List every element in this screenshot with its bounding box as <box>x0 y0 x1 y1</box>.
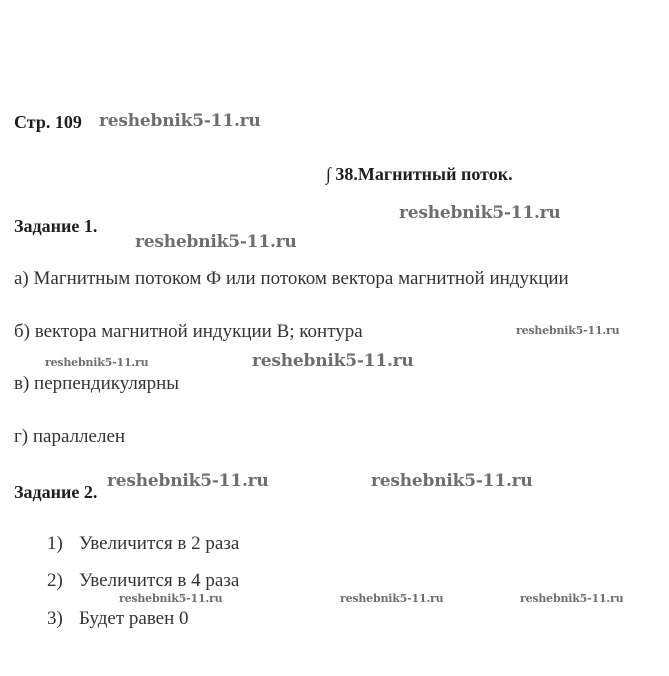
watermark-header: reshebnik5-11.ru <box>99 111 261 131</box>
watermark-task1-below: reshebnik5-11.ru <box>135 232 297 252</box>
task1-answer-d: г) параллелен <box>14 426 126 447</box>
task2-item-1-text: Увеличится в 2 раза <box>79 533 240 554</box>
task1-answer-c: в) перпендикулярны <box>14 373 180 394</box>
task2-item-3-number: 3) <box>47 608 63 629</box>
section-title: ∫ 38.Магнитный поток. <box>326 164 513 184</box>
watermark-answer-b-right: reshebnik5-11.ru <box>516 324 620 337</box>
task2-item-1-number: 1) <box>47 533 63 554</box>
task1-heading: Задание 1. <box>14 216 98 236</box>
task2-heading: Задание 2. <box>14 482 98 502</box>
task2-item-2-text: Увеличится в 4 раза <box>79 570 240 591</box>
watermark-answer-b-center: reshebnik5-11.ru <box>252 351 414 371</box>
watermark-task1-right: reshebnik5-11.ru <box>399 203 561 223</box>
watermark-task2-left: reshebnik5-11.ru <box>107 471 269 491</box>
task2-item-2-number: 2) <box>47 570 63 591</box>
page-number-label: Стр. 109 <box>14 112 82 132</box>
watermark-list-left: reshebnik5-11.ru <box>119 592 223 605</box>
task2-item-3-text: Будет равен 0 <box>79 608 189 629</box>
watermark-task2-right: reshebnik5-11.ru <box>371 471 533 491</box>
watermark-list-center: reshebnik5-11.ru <box>340 592 444 605</box>
task1-answer-a: а) Магнитным потоком Ф или потоком вектора магнитной индукции <box>14 268 569 289</box>
watermark-answer-b-below: reshebnik5-11.ru <box>45 356 149 369</box>
task1-answer-b: б) вектора магнитной индукции В; контура <box>14 321 363 342</box>
watermark-list-right: reshebnik5-11.ru <box>520 592 624 605</box>
